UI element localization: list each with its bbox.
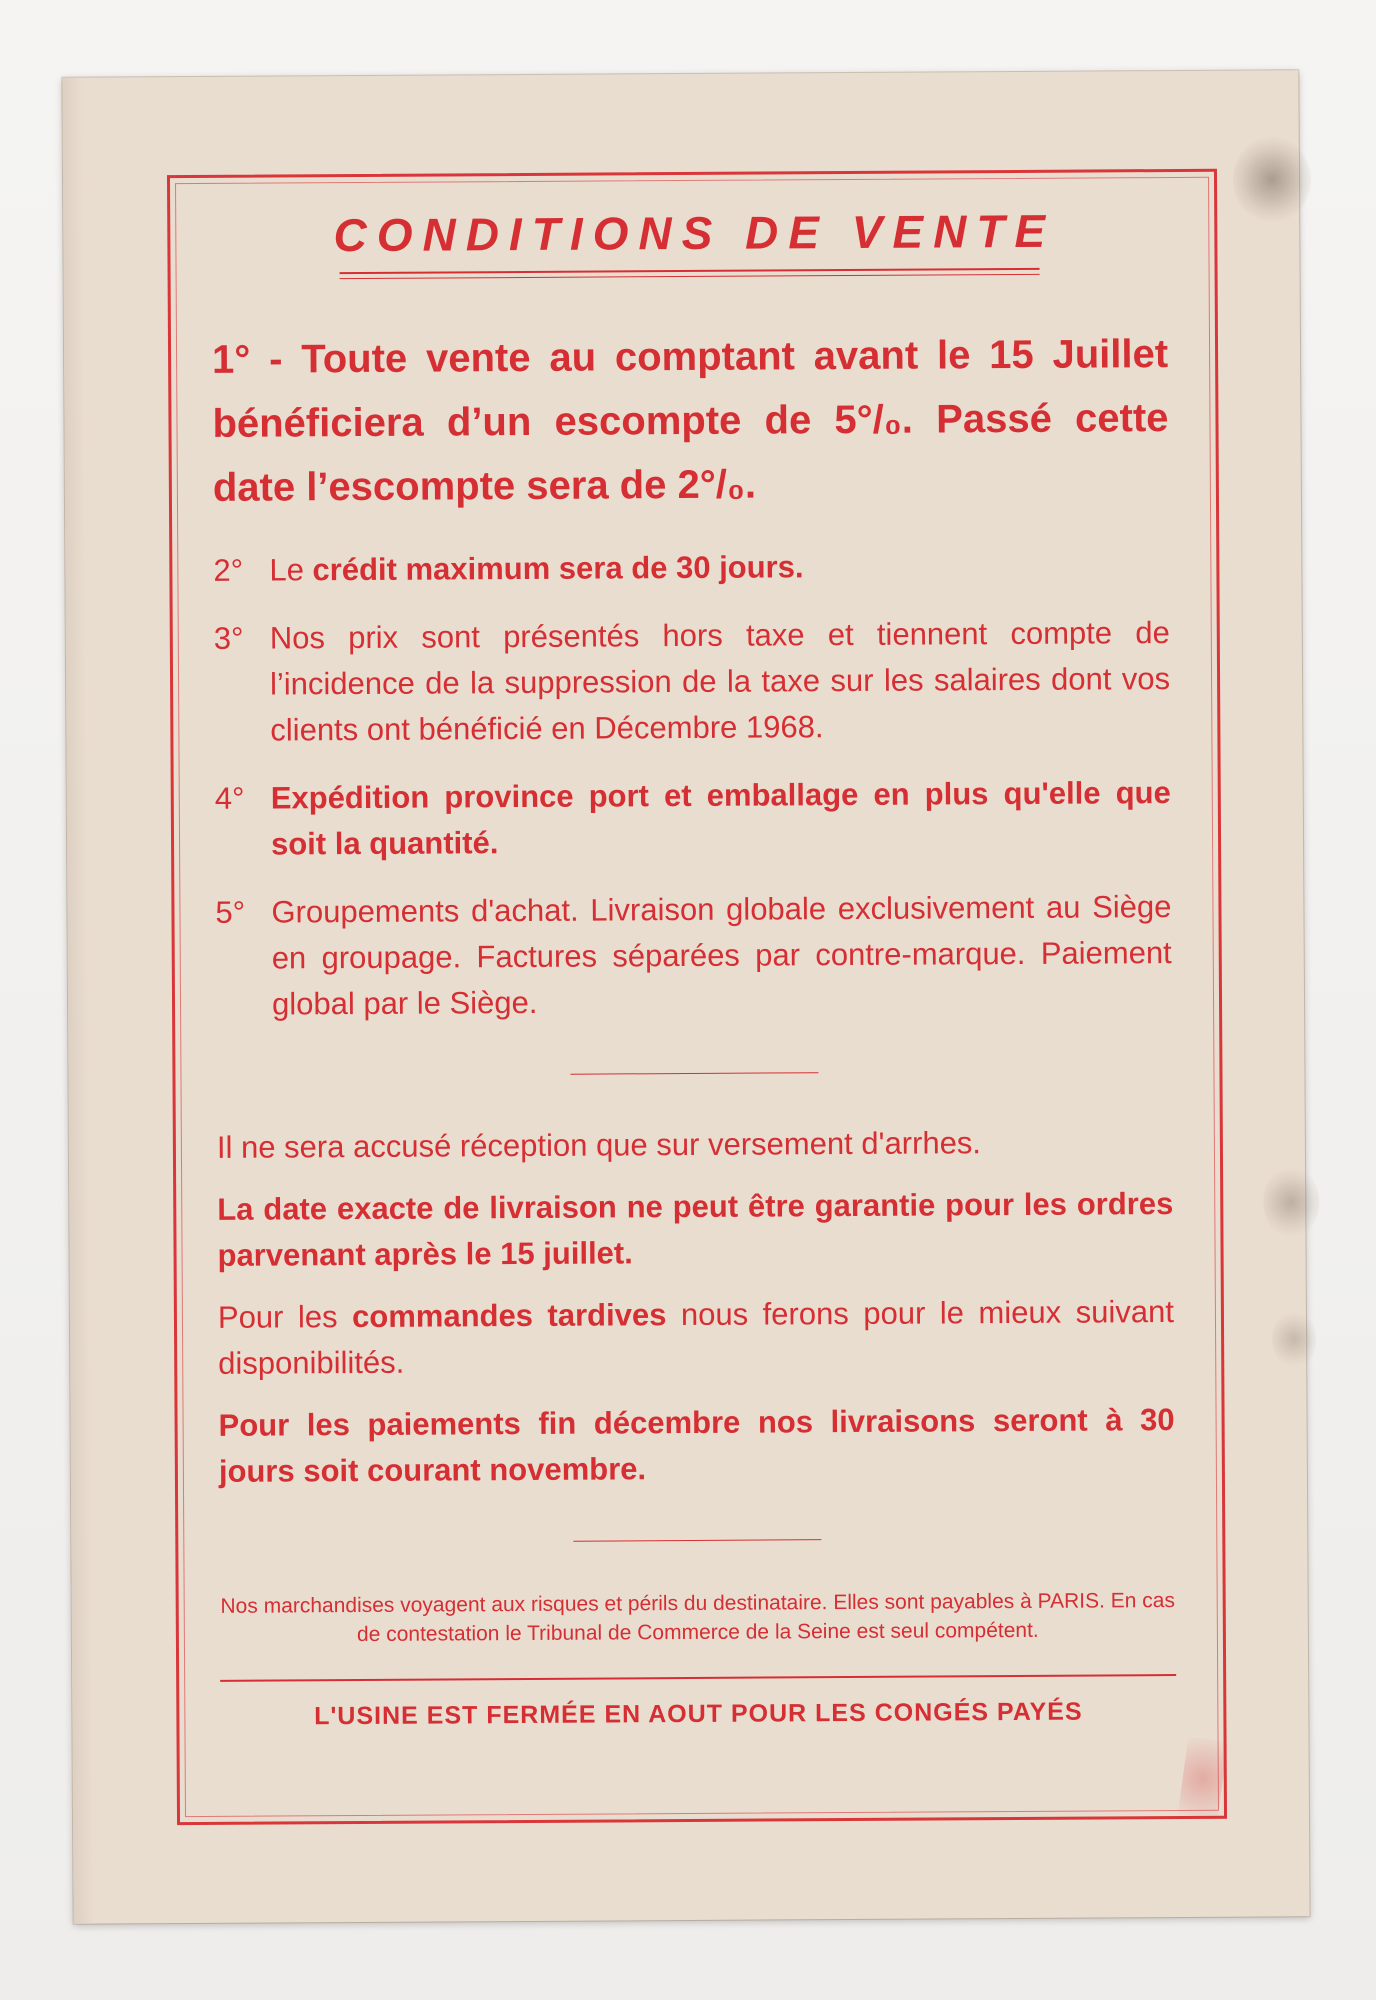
section-divider xyxy=(570,1072,818,1075)
condition-text xyxy=(271,884,1172,1027)
note-paragraph xyxy=(217,1119,1173,1171)
title-underline xyxy=(340,268,1040,279)
condition-number: 2° xyxy=(213,552,244,588)
footer-rule xyxy=(220,1674,1176,1682)
legal-notice: Nos marchandises voyagent aux risques et périls du destinataire. Elles sont payables à PARIS. En cas de contestation le Tribunal de Commerce de la Seine est seul compétent. xyxy=(220,1589,1175,1647)
bold-text: La date exacte de livraison ne peut être garantie pour les ordres parvenant après le 15 juillet. xyxy=(217,1186,1174,1273)
condition-number: 5° xyxy=(215,894,246,930)
note-paragraph xyxy=(218,1289,1175,1387)
intro-text: Toute vente au comptant avant le 15 Juillet bénéficiera d’un escompte de 5°/₀. Passé cette date l’escompte sera de 2°/₀. xyxy=(212,332,1169,510)
bold-text: Expédition province port et emballage en plus qu'elle que soit la quantité. xyxy=(270,775,1171,862)
closure-notice: L'USINE EST FERMÉE EN AOUT POUR LES CONGÉS PAYÉS xyxy=(314,1697,1083,1731)
condition-number: 3° xyxy=(213,620,244,656)
condition-item xyxy=(215,770,1172,868)
condition-item xyxy=(214,610,1171,754)
paper-stain xyxy=(1233,136,1312,222)
intro-number: 1° xyxy=(211,337,251,382)
condition-text xyxy=(270,610,1171,753)
section-divider xyxy=(573,1539,821,1542)
numbered-conditions xyxy=(213,542,1172,1028)
condition-text xyxy=(271,770,1172,867)
intro-separator: - xyxy=(250,337,302,382)
document-title: CONDITIONS DE VENTE xyxy=(333,204,1056,262)
text: Pour les xyxy=(217,1299,353,1335)
paper-stain xyxy=(1272,1310,1316,1368)
condition-item xyxy=(213,542,1169,594)
text: Nos prix sont présentés hors taxe et tiennent compte de l’incidence de la suppression de la taxe sur les salaires dont vos clients ont bénéficié en Décembre 1968. xyxy=(269,615,1171,748)
document-content xyxy=(211,203,1176,1732)
text: Il ne sera accusé réception que sur versement d'arrhes. xyxy=(216,1125,982,1165)
text: Groupements d'achat. Livraison globale exclusivement au Siège en groupage. Factures séparées par contre-marque. Paiement global par le Siège. xyxy=(271,889,1172,1022)
bold-text: Pour les paiements fin décembre nos livraisons seront à 30 jours soit courant novembre. xyxy=(218,1402,1175,1489)
note-paragraph xyxy=(218,1397,1175,1495)
paper-stain xyxy=(1263,1166,1319,1238)
condition-item xyxy=(215,884,1172,1028)
intro-paragraph xyxy=(212,322,1169,520)
bold-text: commandes tardives xyxy=(351,1297,667,1335)
condition-number: 4° xyxy=(214,780,245,816)
text: Le xyxy=(269,552,313,588)
condition-text xyxy=(269,542,1169,593)
text: nous ferons pour le mieux suivant disponibilités. xyxy=(218,1294,1175,1381)
sale-conditions-sheet xyxy=(62,70,1309,1924)
note-paragraph xyxy=(217,1181,1174,1279)
delivery-notes xyxy=(217,1119,1175,1495)
bold-text: crédit maximum sera de 30 jours. xyxy=(312,549,804,588)
